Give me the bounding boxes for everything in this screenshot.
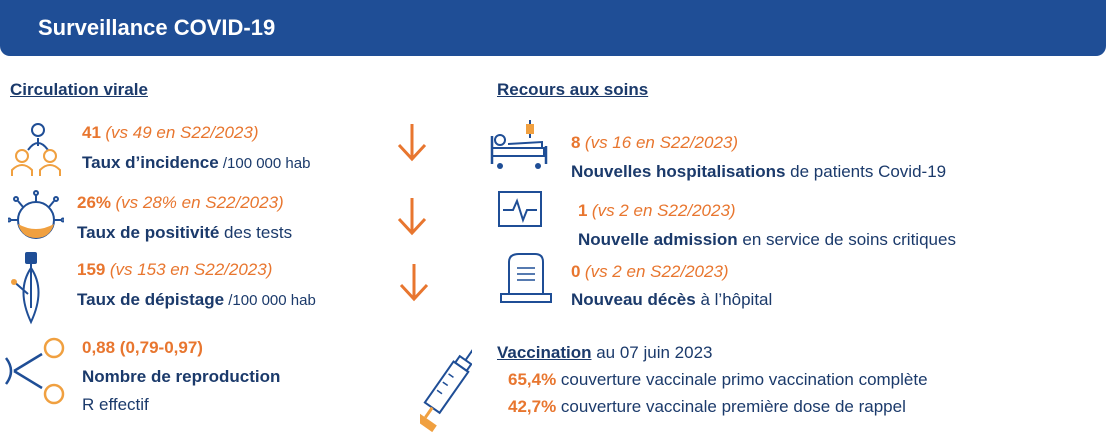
depistage-value-line bbox=[77, 260, 272, 280]
vaccination-date: au 07 juin 2023 bbox=[591, 343, 713, 362]
depistage-comparison: (vs 153 en S22/2023) bbox=[109, 260, 273, 279]
hospitalisation-value-line bbox=[571, 133, 738, 153]
monitor-icon bbox=[497, 190, 545, 230]
syringe-icon bbox=[420, 340, 472, 436]
vaccination-primo-value: 65,4% bbox=[508, 370, 557, 389]
tombstone-icon bbox=[497, 252, 555, 306]
admission-value: 1 bbox=[578, 201, 588, 220]
deces-value: 0 bbox=[571, 262, 581, 281]
vaccination-title: Vaccination bbox=[497, 343, 592, 362]
header-banner bbox=[0, 0, 1106, 56]
reproduction-value-line bbox=[82, 338, 203, 358]
admission-label: Nouvelle admission bbox=[578, 230, 738, 249]
trend-down-icon bbox=[395, 122, 429, 162]
incidence-unit: /100 000 hab bbox=[218, 155, 311, 172]
trend-down-icon bbox=[395, 196, 429, 236]
admission-value-line bbox=[578, 201, 736, 221]
incidence-label: Taux d’incidence bbox=[82, 153, 219, 172]
deces-comparison: (vs 2 en S22/2023) bbox=[584, 262, 729, 281]
vaccination-primo-label: couverture vaccinale primo vaccination complète bbox=[556, 370, 928, 389]
virus-icon bbox=[8, 190, 64, 246]
reproduction-value: 0,88 (0,79-0,97) bbox=[82, 338, 203, 357]
reproduction-sublabel-line bbox=[82, 395, 149, 415]
hospitalisation-unit: de patients Covid-19 bbox=[785, 162, 947, 181]
positivite-label: Taux de positivité bbox=[77, 223, 220, 242]
vaccination-primo-line bbox=[508, 370, 928, 390]
deces-value-line bbox=[571, 262, 729, 282]
positivite-comparison: (vs 28% en S22/2023) bbox=[115, 193, 284, 212]
incidence-label-line bbox=[82, 153, 310, 173]
vaccination-heading bbox=[497, 343, 712, 363]
reproduction-sublabel: R effectif bbox=[82, 395, 149, 414]
section-title-circulation: Circulation virale bbox=[10, 80, 148, 99]
vaccination-rappel-value: 42,7% bbox=[508, 397, 557, 416]
hospital-bed-icon bbox=[488, 118, 550, 172]
deces-label-line bbox=[571, 290, 772, 310]
deces-unit: à l’hôpital bbox=[695, 290, 773, 309]
admission-unit: en service de soins critiques bbox=[737, 230, 956, 249]
hospitalisation-value: 8 bbox=[571, 133, 581, 152]
vaccination-rappel-line bbox=[508, 397, 906, 417]
admission-comparison: (vs 2 en S22/2023) bbox=[591, 201, 736, 220]
hospitalisation-comparison: (vs 16 en S22/2023) bbox=[584, 133, 739, 152]
positivite-label-line bbox=[77, 223, 292, 243]
reproduction-label: Nombre de reproduction bbox=[82, 367, 281, 386]
reproduction-label-line bbox=[82, 367, 280, 387]
section-title-soins: Recours aux soins bbox=[497, 80, 649, 99]
admission-label-line bbox=[578, 230, 956, 250]
deces-label: Nouveau décès bbox=[571, 290, 696, 309]
depistage-label: Taux de dépistage bbox=[77, 290, 225, 309]
incidence-comparison: (vs 49 en S22/2023) bbox=[105, 123, 259, 142]
incidence-value: 41 bbox=[82, 123, 101, 142]
depistage-value: 159 bbox=[77, 260, 106, 279]
positivite-unit: des tests bbox=[219, 223, 293, 242]
branch-icon bbox=[2, 336, 68, 408]
positivite-value-line bbox=[77, 193, 284, 213]
swab-icon bbox=[8, 250, 58, 326]
positivite-value: 26% bbox=[77, 193, 112, 212]
incidence-value-line bbox=[82, 123, 258, 143]
hospitalisation-label-line bbox=[571, 162, 946, 182]
people-icon bbox=[10, 120, 66, 176]
depistage-label-line bbox=[77, 290, 316, 310]
hospitalisation-label: Nouvelles hospitalisations bbox=[571, 162, 786, 181]
page-title: Surveillance COVID-19 bbox=[38, 15, 276, 40]
depistage-unit: /100 000 hab bbox=[224, 292, 316, 309]
trend-down-icon bbox=[397, 262, 431, 302]
vaccination-rappel-label: couverture vaccinale première dose de rappel bbox=[556, 397, 906, 416]
